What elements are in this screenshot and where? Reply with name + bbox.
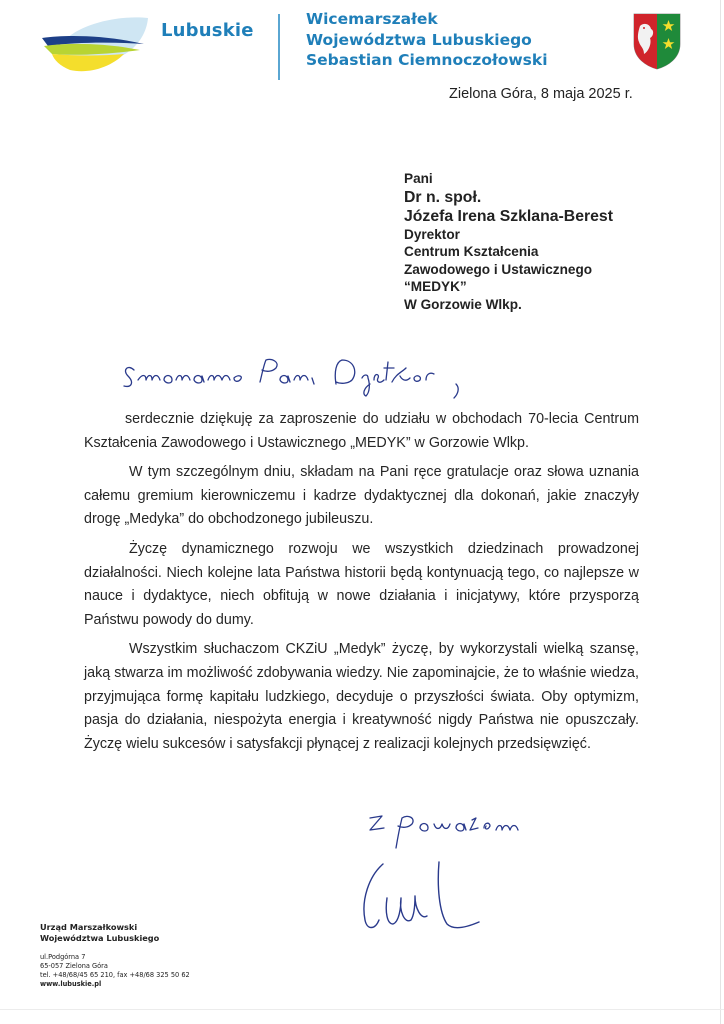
body-paragraph: Wszystkim słuchaczom CKZiU „Medyk” życzę, by wykorzystali wielką szansę, jaką stwarza im możliwość zdobywania wiedzy. Nie zapominajcie, że to właśnie wiedza, przyjmująca formę kapitału ludzkiego, decyduje o przyszłości świata. Oby optymizm, pasja do działania, niespożyta energia i kreatywność nigdy Państwa nie opuszczały. Życzę wielu sukcesów i satysfakcji płynącej z realizacji kolejnych przedsięwzięć. xyxy=(84,641,639,752)
addressee-position: Dyrektor xyxy=(404,226,460,242)
footer-address xyxy=(40,953,190,989)
addressee-institution: Centrum Kształcenia xyxy=(404,244,539,259)
handwritten-salutation xyxy=(120,354,500,400)
footer-postal-city: 65-057 Zielona Góra xyxy=(40,962,108,970)
office-title-line: Sebastian Ciemnoczołowski xyxy=(306,51,548,69)
lubuskie-logo xyxy=(40,12,152,74)
footer-office-name-line: Województwa Lubuskiego xyxy=(40,933,160,943)
body-paragraph: W tym szczególnym dniu, składam na Pani ręce gratulacje oraz słowa uznania całemu gremium kierowniczemu i kadrze dydaktycznej dla dokonań, jakie znaczyły drogę „Medyka” do obchodzonego jubileuszu. xyxy=(84,464,639,528)
scan-edge xyxy=(0,1009,724,1010)
addressee-name: Józefa Irena Szklana-Berest xyxy=(404,207,613,225)
letter-date: Zielona Góra, 8 maja 2025 r. xyxy=(449,86,633,102)
office-title-line: Województwa Lubuskiego xyxy=(306,30,532,49)
addressee-city: W Gorzowie Wlkp. xyxy=(404,296,522,312)
footer-website: www.lubuskie.pl xyxy=(40,980,102,988)
addressee-institution: “MEDYK” xyxy=(404,279,467,294)
body-paragraph: serdecznie dziękuję za zaproszenie do udziału w obchodach 70-lecia Centrum Kształcenia Zawodowego i Ustawicznego „MEDYK” w Gorzowie Wlkp. xyxy=(84,411,639,451)
addressee-honorific: Pani xyxy=(404,171,433,186)
header-divider xyxy=(278,14,280,80)
footer-office-name xyxy=(40,922,159,944)
footer-street: ul.Podgórna 7 xyxy=(40,953,86,961)
coat-of-arms-icon xyxy=(632,12,682,70)
footer-phone-fax: tel. +48/68/45 65 210, fax +48/68 325 50 62 xyxy=(40,971,190,979)
addressee-institution: Zawodowego i Ustawicznego xyxy=(404,261,593,277)
footer-office-name-line: Urząd Marszałkowski xyxy=(40,922,138,932)
scan-edge xyxy=(720,0,721,1024)
brand-name: Lubuskie xyxy=(161,20,254,41)
addressee-degree: Dr n. społ. xyxy=(404,188,482,206)
body-paragraph: Życzę dynamicznego rozwoju we wszystkich dziedzinach prowadzonej działalności. Niech kolejne lata Państwa historii będą kontynuacją tego, co najlepsze w nauce i dydaktyce, niech obfitują w nowe działania i inicjatywy, które przysporzą Państwu powody do dumy. xyxy=(84,540,639,628)
signature xyxy=(355,842,505,942)
office-title xyxy=(306,9,548,71)
letter-body xyxy=(84,408,639,762)
addressee-block xyxy=(404,170,613,313)
office-title-line: Wicemarszałek xyxy=(306,10,438,28)
